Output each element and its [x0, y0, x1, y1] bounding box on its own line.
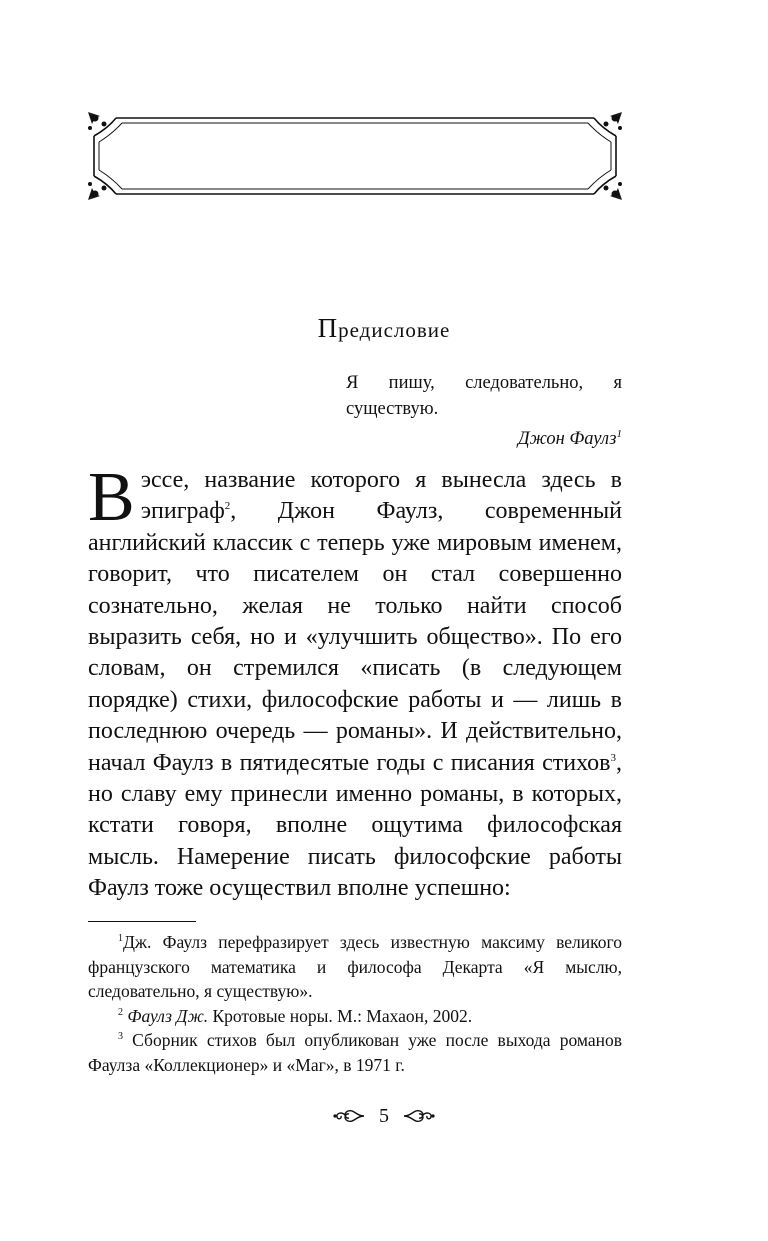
body-segment-1: эссе, название которого я вынесла здесь в эпиграф: [140, 467, 622, 525]
corner-ornament-bottom-right: [604, 182, 623, 200]
footnote-3: [88, 1028, 622, 1077]
footnote-ref-2: 2: [224, 500, 231, 513]
epigraph-author-name: Джон Фаулз: [517, 429, 617, 449]
drop-cap: В: [88, 459, 135, 536]
footnote-text: Кротовые норы. М.: Махаон, 2002.: [208, 1005, 473, 1026]
footnote-1: [88, 930, 622, 1004]
footnote-ref-3: 3: [610, 751, 616, 764]
footnote-ref-1: 1: [616, 427, 622, 440]
footnote-2: [88, 1004, 622, 1029]
footnote-text: Дж. Фаулз перефразирует здесь известную максиму великого французского математика и философа Декарта «Я мыслю, следовательно, я существую».: [88, 932, 622, 1001]
body-segment-3: , но славу ему принесли именно романы, в которых, кстати говоря, вполне ощутима философская мысль. Намерение писать философские работы Фаулз тоже осуществил вполне успешно:: [88, 749, 622, 902]
footnote-number: 2: [118, 1006, 123, 1018]
paragraph: [88, 459, 622, 905]
corner-ornament-top-right: [604, 112, 623, 130]
footnote-number: 1: [118, 933, 123, 945]
epigraph-author: [518, 429, 622, 450]
main-text: [88, 459, 622, 905]
right-flourish-icon: [402, 1105, 436, 1127]
footnote-number: 3: [118, 1031, 123, 1043]
corner-ornament-bottom-left: [88, 182, 107, 200]
corner-ornament-top-left: [88, 112, 107, 130]
ornamental-frame-svg: [86, 110, 624, 202]
footnote-text: Сборник стихов был опубликован уже после выхода романов Фаулза «Коллекционер» и «Маг», в 1971 г.: [88, 1030, 622, 1075]
ornamental-header-frame: [86, 110, 624, 202]
page-number: 5: [379, 1104, 389, 1127]
body-segment-2: , Джон Фаулз, современный английский классик с теперь уже мировым именем, говорит, что писателем он стал совершенно сознательно, желая не только найти способ выразить себя, но и «улучшить общество». По его словам, он стремился «писать (в следующем порядке) стихи, философские работы и — лишь в последнюю очередь — романы». И действительно, начал Фаулз в пятидесятые годы с писания стихов: [88, 498, 622, 776]
left-flourish-icon: [332, 1105, 366, 1127]
footnote-italic: Фаулз Дж.: [127, 1005, 209, 1026]
chapter-title: [0, 313, 768, 344]
chapter-title-rest: редисловие: [338, 318, 451, 342]
page-folio: [0, 1104, 768, 1128]
epigraph-text: Я пишу, следовательно, я существую.: [346, 373, 622, 419]
chapter-title-initial: П: [317, 313, 339, 343]
footnote-separator: [88, 921, 196, 922]
footnotes: [88, 930, 622, 1077]
